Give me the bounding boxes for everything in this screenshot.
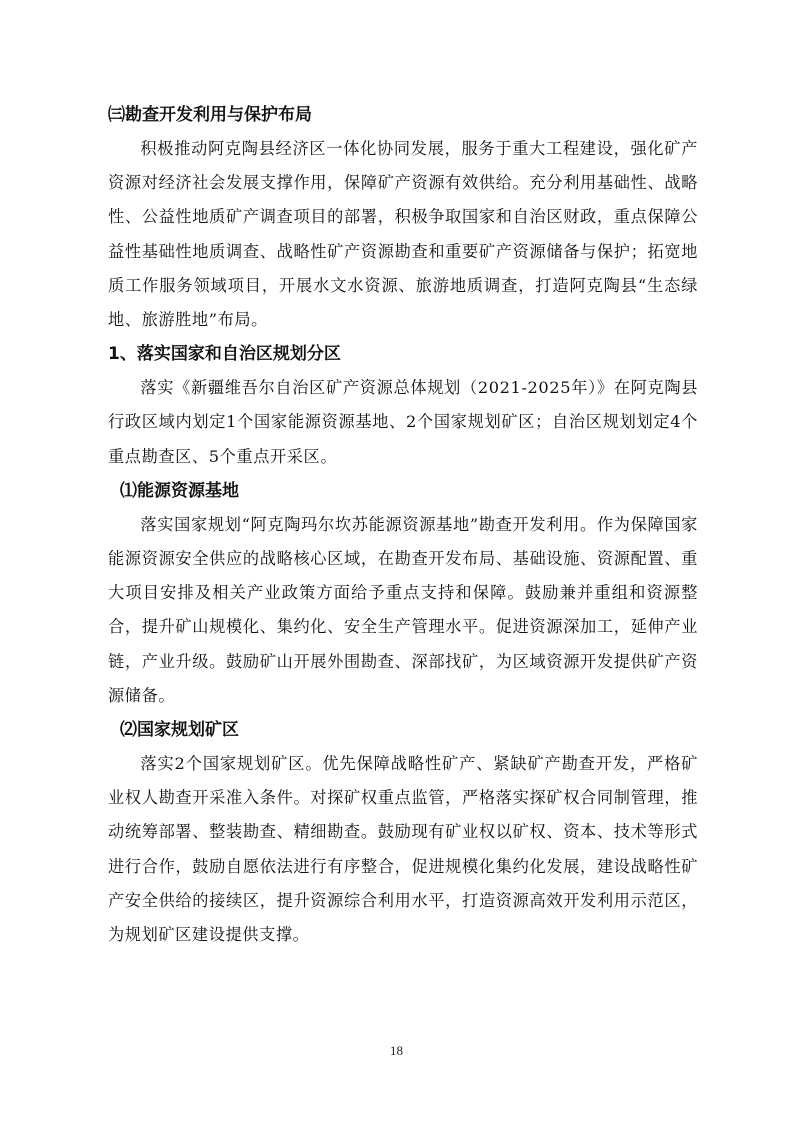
- item-1-heading: ⑴能源资源基地: [120, 480, 239, 501]
- item-1-paragraph: 落实国家规划“阿克陶玛尔坎苏能源资源基地”勘查开发利用。作为保障国家能源资源安全供应的战略核心区域，在勘查开发布局、基础设施、资源配置、重大项目安排及相关产业政策方面给予重点支持和保障。鼓励兼并重组和资源整合，提升矿山规模化、集约化、安全生产管理水平。促进资源深加工，延伸产业链，产业升级。鼓励矿山开展外围勘查、深部找矿，为区域资源开发提供矿产资源储备。: [108, 514, 698, 705]
- subsection-1-heading: 1、落实国家和自治区规划分区: [108, 344, 341, 365]
- section-heading: ㈢勘查开发利用与保护布局: [108, 105, 312, 125]
- item-2-heading: ⑵国家规划矿区: [120, 720, 239, 741]
- item-2-paragraph: 落实2个国家规划矿区。优先保障战略性矿产、紧缺矿产勘查开发，严格矿业权人勘查开采准入条件。对探矿权重点监管，严格落实探矿权合同制管理，推动统筹部署、整装勘查、精细勘查。鼓励现有矿业权以矿权、资本、技术等形式进行合作，鼓励自愿依法进行有序整合，促进规模化集约化发展，建设战略性矿产安全供给的接续区，提升资源综合利用水平，打造资源高效开发利用示范区，为规划矿区建设提供支撑。: [108, 754, 698, 945]
- subsection-1-paragraph: 落实《新疆维吾尔自治区矿产资源总体规划（2021-2025年）》在阿克陶县行政区域内划定1个国家能源资源基地、2个国家规划矿区；自治区规划划定4个重点勘查区、5个重点开采区。: [108, 378, 698, 466]
- page-content: [108, 98, 698, 952]
- intro-paragraph: 积极推动阿克陶县经济区一体化协同发展，服务于重大工程建设，强化矿产资源对经济社会发展支撑作用，保障矿产资源有效供给。充分利用基础性、战略性、公益性地质矿产调查项目的部署，积极争取国家和自治区财政，重点保障公益性基础性地质调查、战略性矿产资源勘查和重要矿产资源储备与保护；拓宽地质工作服务领域项目，开展水文水资源、旅游地质调查，打造阿克陶县“生态绿地、旅游胜地”布局。: [108, 139, 698, 330]
- page-number: 18: [390, 1043, 403, 1058]
